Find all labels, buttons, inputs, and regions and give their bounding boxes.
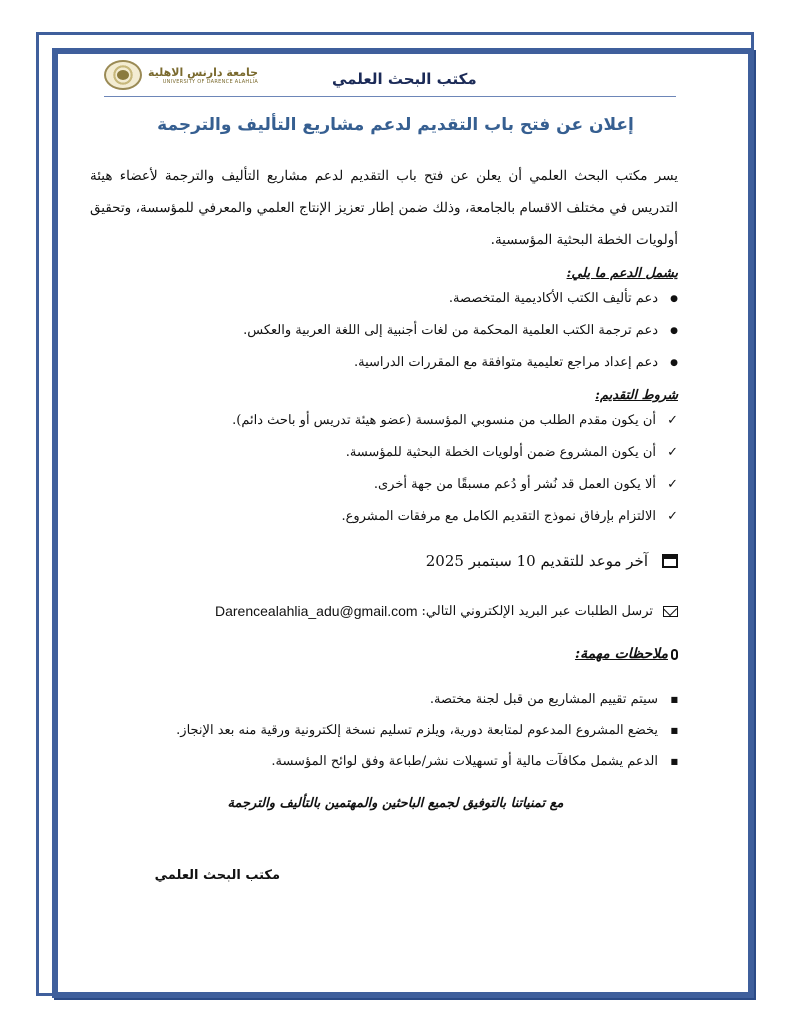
list-item: ● دعم تأليف الكتب الأكاديمية المتخصصة. xyxy=(90,283,658,315)
email-row xyxy=(90,603,678,619)
notes-heading-row xyxy=(90,646,678,662)
office-title: مكتب البحث العلمي xyxy=(332,70,477,88)
microphone-icon xyxy=(671,649,678,660)
support-list xyxy=(90,283,678,379)
closing-line: مع تمنياتنا بالتوفيق لجميع الباحثين والمهتمين بالتأليف والترجمة xyxy=(227,796,564,811)
announcement-title: إعلان عن فتح باب التقديم لدعم مشاريع التأليف والترجمة xyxy=(157,115,634,135)
calendar-icon xyxy=(662,554,678,568)
envelope-icon xyxy=(663,606,678,617)
email-label: ترسل الطلبات عبر البريد الإلكتروني التالي: xyxy=(421,603,653,619)
notes-list xyxy=(90,684,678,777)
notes-section xyxy=(90,684,678,777)
deadline-row xyxy=(90,552,678,570)
email-address[interactable]: Darencealahlia_adu@gmail.com xyxy=(215,603,418,619)
conditions-list xyxy=(90,405,678,533)
conditions-section xyxy=(90,388,678,533)
list-item: ■ سيتم تقييم المشاريع من قبل لجنة مختصة. xyxy=(90,684,658,715)
university-logo xyxy=(104,60,258,90)
list-item: ■ يخضع المشروع المدعوم لمتابعة دورية، ويلزم تسليم نسخة إلكترونية ورقية منه بعد الإنجاز. xyxy=(90,715,658,746)
signature: مكتب البحث العلمي xyxy=(154,868,280,883)
notes-heading: ملاحظات مهمة: xyxy=(574,646,668,662)
list-item: ● دعم ترجمة الكتب العلمية المحكمة من لغات أجنبية إلى اللغة العربية والعكس. xyxy=(90,315,658,347)
deadline-text: آخر موعد للتقديم 10 سبتمبر 2025 xyxy=(425,552,648,570)
university-seal-icon xyxy=(104,60,142,90)
list-item: ✓ أن يكون المشروع ضمن أولويات الخطة البحثية للمؤسسة. xyxy=(90,437,656,469)
letterhead xyxy=(104,60,676,97)
university-name-en: UNIVERSITY OF DARENCE ALAHLIA xyxy=(162,78,259,85)
conditions-heading: شروط التقديم: xyxy=(595,388,678,403)
list-item: ✓ الالتزام بإرفاق نموذج التقديم الكامل مع مرفقات المشروع. xyxy=(90,501,656,533)
list-item: ● دعم إعداد مراجع تعليمية متوافقة مع المقررات الدراسية. xyxy=(90,347,658,379)
list-item: ■ الدعم يشمل مكافآت مالية أو تسهيلات نشر/طباعة وفق لوائح المؤسسة. xyxy=(90,746,658,777)
support-heading: يشمل الدعم ما يلي: xyxy=(566,266,678,281)
list-item: ✓ ألا يكون العمل قد نُشر أو دُعم مسبقًا من جهة أخرى. xyxy=(90,469,656,501)
support-section xyxy=(90,266,678,379)
intro-paragraph: يسر مكتب البحث العلمي أن يعلن عن فتح باب التقديم لدعم مشاريع التأليف والترجمة لأعضاء هيئة التدريس في مختلف الاقسام بالجامعة، وذلك ضمن إطار تعزيز الإنتاج العلمي والمعرفي للمؤسسة، وتحقيق أولويات الخطة البحثية المؤسسية. xyxy=(90,168,678,248)
university-name-ar: جامعة دارنس الاهلية xyxy=(148,65,259,79)
list-item: ✓ أن يكون مقدم الطلب من منسوبي المؤسسة (عضو هيئة تدريس أو باحث دائم). xyxy=(90,405,656,437)
